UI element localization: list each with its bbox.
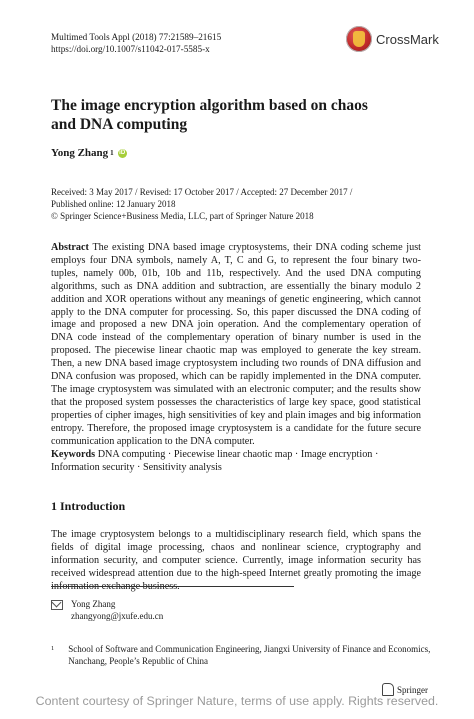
affiliation (51, 643, 430, 667)
corresponding-name: Yong Zhang (71, 599, 116, 609)
dates-line: Published online: 12 January 2018 (51, 199, 176, 209)
journal-header (51, 31, 221, 55)
crossmark-icon (346, 26, 372, 52)
introduction-text: The image cryptosystem belongs to a multidisciplinary research field, which spans the fields of digital image processing, chaos and nonlinear science, cryptography and information security, and computer science. Currently, image information security has received widespread attention due to the high-speed Internet greatly promoting the image information exchange business. (51, 529, 421, 592)
keywords-text: DNA computing · Piecewise linear chaotic map · Image encryption · Information security · Sensitivity analysis (51, 449, 379, 473)
crossmark-badge[interactable] (346, 26, 439, 52)
corresponding-author (51, 598, 163, 622)
author-name[interactable]: Yong Zhang (51, 147, 109, 159)
orcid-icon[interactable]: iD (119, 149, 126, 156)
envelope-icon (51, 600, 63, 610)
article-title (51, 96, 431, 134)
copyright-line: © Springer Science+Business Media, LLC, part of Springer Nature 2018 (51, 211, 314, 221)
publication-dates (51, 186, 441, 222)
journal-citation: Multimed Tools Appl (2018) 77:21589–21615 (51, 32, 222, 42)
doi-link[interactable]: https://doi.org/10.1007/s11042-017-5585-x (51, 44, 210, 54)
affiliation-line: School of Software and Communication Engineering, Jiangxi University of Finance and Economics, (68, 644, 431, 654)
corresponding-email[interactable]: zhangyong@jxufe.edu.cn (71, 611, 164, 621)
author-line (51, 147, 127, 159)
affiliation-number: 1 (51, 645, 55, 652)
section-heading-introduction: 1 Introduction (51, 499, 126, 513)
abstract-text: The existing DNA based image cryptosystems, their DNA coding scheme just employs four DNA symbols, namely A, T, C and G, to represent the four binary two-tuples, namely 00b, 01b, 10b and 11b, respectively. And the used DNA computing algorithms, such as DNA addition and subtraction, are essentially the binary modulo 2 addition and XOR operations without any meanings of genetic engineering, which cannot apply to the DNA computer for processing. So, this paper discussed the DNA coding of image and proposed a new DNA join operation. And the complementary operation of DNA code instead of the complementary operation of binary number is used in the proposed. The piecewise linear chaotic map was employed to generate the key stream. Then, a new DNA based image cryptosystem including two rounds of DNA diffusion and DNA confusion was proposed, which can be rapidly implemented in the DNA computer. The image cryptosystem was simulated with an electronic computer; and the results show that the proposed system possesses the characteristics of large key space, good statistical properties of cipher images, high sensitivities of key and plain images and big information entropy. Therefore, the proposed image cryptosystem is a candidate for the future secure communication application to the DNA computer. (51, 242, 421, 447)
author-affiliation-marker: 1 (110, 149, 114, 157)
dates-line: Received: 3 May 2017 / Revised: 17 October 2017 / Accepted: 27 December 2017 / (51, 187, 353, 197)
abstract-heading: Abstract (51, 242, 89, 253)
footnote-divider (51, 586, 294, 587)
title-line: The image encryption algorithm based on chaos (51, 97, 368, 114)
keywords (51, 449, 421, 475)
title-line: and DNA computing (51, 116, 188, 133)
crossmark-label: CrossMark (376, 31, 439, 47)
affiliation-line: Nanchang, People’s Republic of China (68, 656, 208, 666)
courtesy-watermark: Content courtesy of Springer Nature, terms of use apply. Rights reserved. (35, 694, 439, 708)
keywords-heading: Keywords (51, 449, 96, 460)
publisher-name: Springer (397, 684, 428, 695)
abstract (51, 242, 421, 449)
